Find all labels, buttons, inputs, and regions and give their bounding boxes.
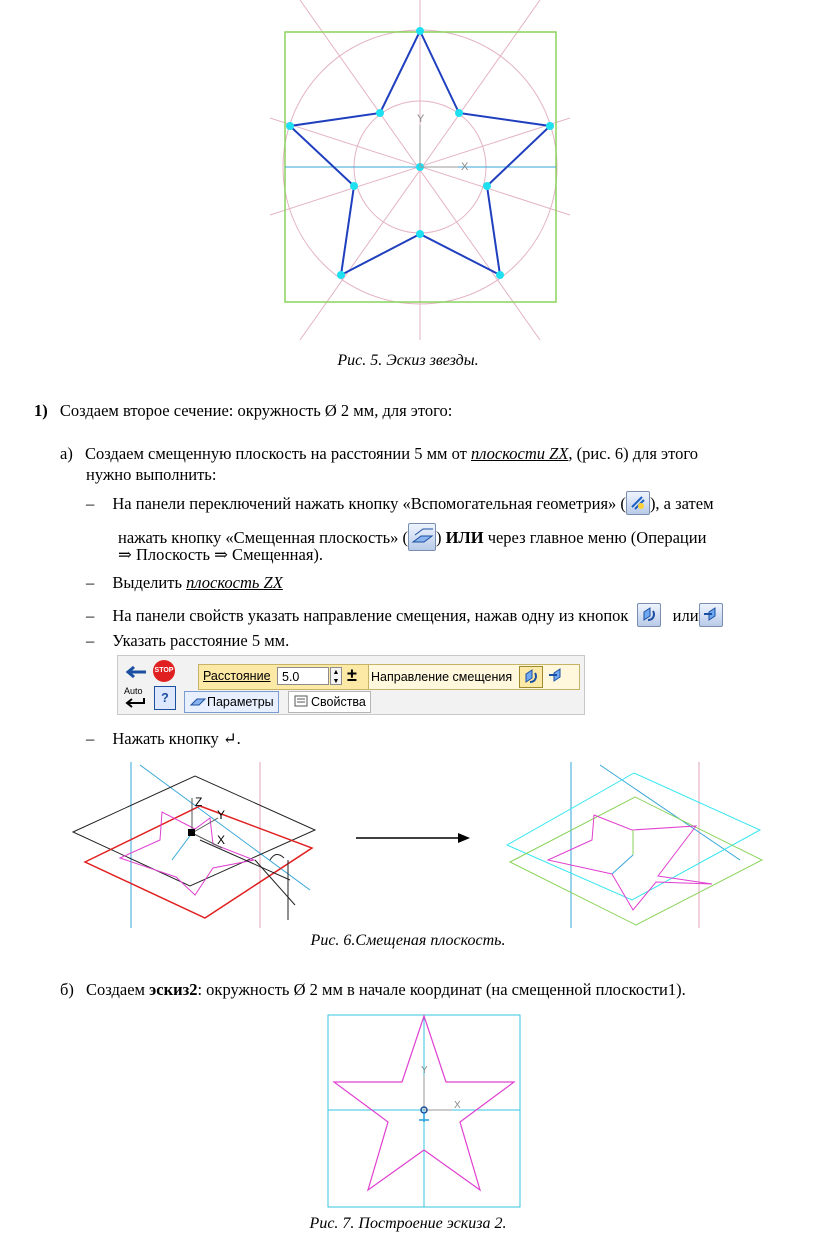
direction-reverse-icon[interactable] <box>699 603 723 627</box>
plane-icon <box>189 693 207 705</box>
bullet-1-line1 <box>86 491 714 515</box>
step-1-text: Создаем второе сечение: окружность Ø 2 мм, для этого: <box>59 401 453 420</box>
bullet-5-text: Нажать кнопку ↵. <box>112 729 241 748</box>
figure-6-offset-plane <box>60 760 780 930</box>
bullet-5 <box>86 729 241 749</box>
figure-5-caption: Рис. 5. Эскиз звезды. <box>337 352 479 369</box>
tab-properties-label: Свойства <box>311 695 366 709</box>
step-a-line2: нужно выполнить: <box>86 465 217 484</box>
bullet-1-line2-mid: ) <box>435 528 446 547</box>
dash: – <box>86 494 95 513</box>
sketch2-bold: эскиз2 <box>149 980 198 999</box>
bullet-1-line3: ⇒ Плоскость ⇒ Смещенная). <box>118 545 324 564</box>
properties-icon <box>293 693 311 705</box>
distance-field <box>198 664 370 690</box>
fig5-axis-y: Y <box>417 113 425 125</box>
fig6-y: Y <box>217 808 226 822</box>
auto-label: Auto <box>124 686 143 696</box>
dash: – <box>86 606 95 625</box>
direction-forward-toggle[interactable] <box>519 666 543 688</box>
step-b-text-post: : окружность Ø 2 мм в начале координат (на смещенной плоскости1). <box>197 980 686 999</box>
figure-5-star-sketch <box>270 0 570 340</box>
create-object-button[interactable] <box>122 662 150 682</box>
direction-reverse-toggle[interactable] <box>545 666 567 686</box>
tab-properties[interactable] <box>288 691 371 713</box>
distance-label: Расстояние <box>203 669 271 683</box>
step-a-text-post: , (рис. 6) для этого <box>568 444 698 463</box>
offset-plane-icon[interactable] <box>408 523 436 551</box>
distance-spinner[interactable]: ▲ ▼ <box>330 667 342 685</box>
figure-7-caption: Рис. 7. Построение эскиза 2. <box>309 1215 507 1232</box>
auto-create-button[interactable] <box>122 694 148 710</box>
bullet-1-line2-pre: нажать кнопку «Смещенная плоскость» ( <box>118 528 408 547</box>
bullet-2-text: Выделить <box>112 573 187 592</box>
bullet-3-text: На панели свойств указать направление смещения, нажав одну из кнопок <box>112 606 629 625</box>
fig5-axis-x: X <box>461 161 469 173</box>
help-button[interactable]: ? <box>154 686 176 710</box>
tab-parameters[interactable] <box>184 691 279 713</box>
figure-6-caption: Рис. 6.Смещеная плоскость. <box>310 932 506 949</box>
step-a-text-pre: Создаем смещенную плоскость на расстоянии 5 мм от <box>84 444 471 463</box>
bullet-1-text-post: ), а затем <box>649 494 714 513</box>
step-a-line1 <box>60 444 698 464</box>
step-1 <box>34 401 452 421</box>
fig7-axis-x: X <box>454 1100 461 1111</box>
fig6-z: Z <box>195 795 203 809</box>
step-1-number: 1) <box>34 401 48 420</box>
step-b <box>60 980 686 1000</box>
aux-geometry-icon[interactable] <box>626 491 650 515</box>
direction-field <box>368 664 580 690</box>
step-a-marker: а) <box>60 444 73 463</box>
figure-7-sketch-2 <box>320 1010 530 1210</box>
or-bold: ИЛИ <box>445 528 484 547</box>
fig7-axis-y: Y <box>421 1065 428 1076</box>
bullet-3-or: или <box>672 606 699 625</box>
plus-minus-button[interactable]: ± <box>347 665 357 685</box>
tab-parameters-label: Параметры <box>207 695 274 709</box>
bullet-1-text: На панели переключений нажать кнопку «Вспомогательная геометрия» ( <box>112 494 626 513</box>
bullet-1-line2-post: через главное меню (Операции <box>483 528 707 547</box>
bullet-3 <box>86 603 723 627</box>
dash: – <box>86 573 95 592</box>
plane-zx-link-2: плоскость ZX <box>186 573 283 592</box>
direction-label: Направление смещения <box>371 670 513 684</box>
plane-zx-link: плоскости ZX <box>470 444 569 463</box>
dash: – <box>86 631 95 650</box>
stop-button[interactable]: STOP <box>153 660 175 682</box>
bullet-4-text: Указать расстояние 5 мм. <box>112 631 290 650</box>
step-b-text-pre: Создаем <box>86 980 150 999</box>
bullet-4 <box>86 631 289 651</box>
direction-forward-icon[interactable] <box>637 603 661 627</box>
fig6-x: X <box>217 833 226 847</box>
step-b-marker: б) <box>60 980 74 999</box>
distance-input[interactable]: 5.0 <box>277 667 329 685</box>
bullet-2 <box>86 573 283 593</box>
properties-toolbar <box>117 655 585 715</box>
dash: – <box>86 729 95 748</box>
